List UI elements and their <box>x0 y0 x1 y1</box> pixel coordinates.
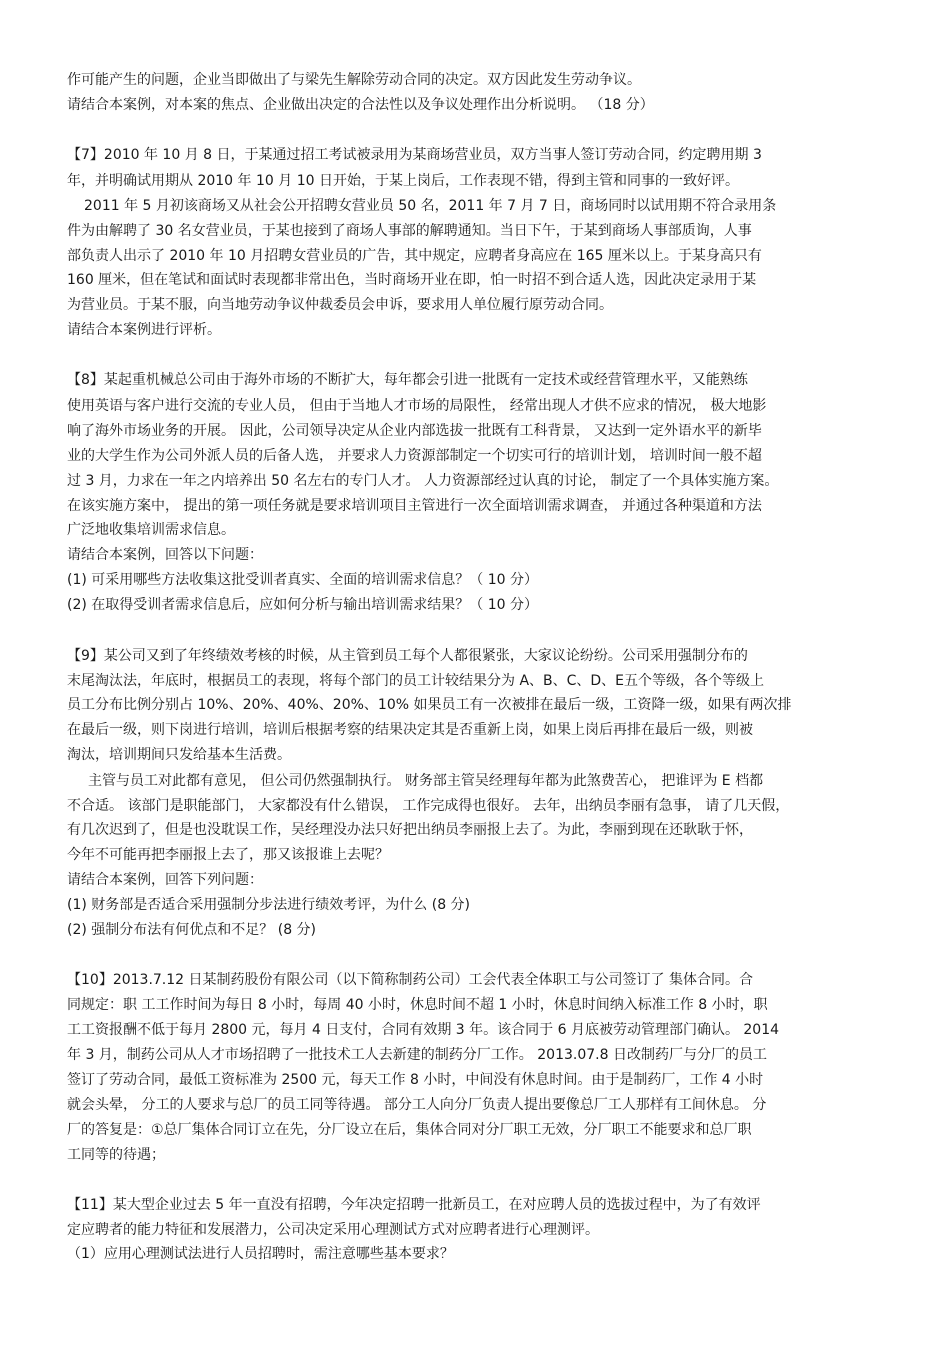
text-line: 广泛地收集培训需求信息。 <box>67 522 235 538</box>
text-line: 为营业员。于某不服，向当地劳动争议仲裁委员会申诉，要求用人单位履行原劳动合同。 <box>67 297 613 313</box>
text-line: 主管与员工对此都有意见， 但公司仍然强制执行。 财务部主管吴经理每年都为此煞费苦心， 把谁评为 E 档都 <box>88 773 764 789</box>
text-line: 工同等的待遇； <box>67 1147 165 1163</box>
question-item: (2) 强制分布法有何优点和不足？ (8 分) <box>67 922 317 938</box>
case-10-heading: 【10】2013.7.12 日某制药股份有限公司（以下简称制药公司）工会代表全体职工与公司签订了 集体合同。合 <box>67 972 753 988</box>
case-9-heading: 【9】某公司又到了年终绩效考核的时候，从主管到员工每个人都很紧张，大家议论纷纷。公司采用强制分布的 <box>67 648 748 664</box>
question-prompt: 请结合本案例进行评析。 <box>67 322 221 338</box>
text-line: 响了海外市场业务的开展。 因此，公司领导决定从企业内部选拔一批既有工科背景， 又达到一定外语水平的新毕 <box>67 423 762 439</box>
question-prompt: 请结合本案例，回答下列问题： <box>67 872 263 888</box>
text-line: 件为由解聘了 30 名女营业员，于某也接到了商场人事部的解聘通知。当日下午，于某到商场人事部质询，人事 <box>67 223 752 239</box>
case-8-heading: 【8】某起重机械总公司由于海外市场的不断扩大，每年都会引进一批既有一定技术或经营管理水平，又能熟练 <box>67 372 748 388</box>
text-line: 过 3 月，力求在一年之内培养出 50 名左右的专门人才。 人力资源部经过认真的讨论， 制定了一个具体实施方案。 <box>67 473 779 489</box>
text-line: 工工资报酬不低于每月 2800 元，每月 4 日支付，合同有效期 3 年。该合同于 6 月底被劳动管理部门确认。 2014 <box>67 1022 780 1038</box>
text-line: 业的大学生作为公司外派人员的后备人选， 并要求人力资源部制定一个切实可行的培训计划， 培训时间一般不超 <box>67 448 762 464</box>
text-line: 部负责人出示了 2010 年 10 月招聘女营业员的广告，其中规定，应聘者身高应在 165 厘米以上。于某身高只有 <box>67 248 762 264</box>
text-line: 同规定：职 工工作时间为每日 8 小时，每周 40 小时，休息时间不超 1 小时，休息时间纳入标准工作 8 小时，职 <box>67 997 768 1013</box>
question-item: （1）应用心理测试法进行人员招聘时，需注意哪些基本要求？ <box>67 1246 454 1262</box>
text-line: 末尾淘汰法，年底时，根据员工的表现，将每个部门的员工计较结果分为 A、B、C、D、E五个等级，各个等级上 <box>67 673 765 689</box>
text-line: 在该实施方案中， 提出的第一项任务就是要求培训项目主管进行一次全面培训需求调查， 并通过各种渠道和方法 <box>67 498 762 514</box>
case-7-heading: 【7】2010 年 10 月 8 日，于某通过招工考试被录用为某商场营业员，双方当事人签订劳动合同，约定聘用期 3 <box>67 147 762 163</box>
text-line: 160 厘米，但在笔试和面试时表现都非常出色，当时商场开业在即，怕一时招不到合适人选，因此决定录用于某 <box>67 272 757 288</box>
text-line: 厂的答复是：①总厂集体合同订立在先，分厂设立在后，集体合同对分厂职工无效，分厂职工不能要求和总厂职 <box>67 1122 752 1138</box>
text-line: 年 3 月，制药公司从人才市场招聘了一批技术工人去新建的制药分厂工作。 2013.07.8 日改制药厂与分厂的员工 <box>67 1047 767 1063</box>
question-item: (1) 财务部是否适合采用强制分步法进行绩效考评，为什么 (8 分) <box>67 897 471 913</box>
text-line: 定应聘者的能力特征和发展潜力，公司决定采用心理测试方式对应聘者进行心理测评。 <box>67 1222 599 1238</box>
text-line: 在最后一级，则下岗进行培训，培训后根据考察的结果决定其是否重新上岗，如果上岗后再排在最后一级，则被 <box>67 722 753 738</box>
text-line: 有几次迟到了，但是也没耽误工作，吴经理没办法只好把出纳员李丽报上去了。为此，李丽到现在还耿耿于怀， <box>67 822 753 838</box>
question-item: (1) 可采用哪些方法收集这批受训者真实、全面的培训需求信息？（ 10 分） <box>67 572 538 588</box>
text-line: 员工分布比例分别占 10%、20%、40%、20%、10% 如果员工有一次被排在最后一级，工资降一级，如果有两次排 <box>67 697 792 713</box>
text-line: 作可能产生的问题，企业当即做出了与梁先生解除劳动合同的决定。双方因此发生劳动争议。 <box>67 72 641 88</box>
question-item: (2) 在取得受训者需求信息后，应如何分析与输出培训需求结果？（ 10 分） <box>67 597 538 613</box>
text-line: 请结合本案例，对本案的焦点、企业做出决定的合法性以及争议处理作出分析说明。 （18 分） <box>67 97 654 113</box>
text-line: 不合适。 该部门是职能部门， 大家都没有什么错误， 工作完成得也很好。 去年，出纳员李丽有急事， 请了几天假， <box>67 798 790 814</box>
case-11-heading: 【11】某大型企业过去 5 年一直没有招聘，今年决定招聘一批新员工，在对应聘人员的选拔过程中，为了有效评 <box>67 1197 761 1213</box>
text-line: 签订了劳动合同，最低工资标准为 2500 元，每天工作 8 小时，中间没有休息时间。由于是制药厂，工作 4 小时 <box>67 1072 764 1088</box>
text-line: 使用英语与客户进行交流的专业人员， 但由于当地人才市场的局限性， 经常出现人才供不应求的情况， 极大地影 <box>67 398 767 414</box>
question-prompt: 请结合本案例，回答以下问题： <box>67 547 263 563</box>
text-line: 今年不可能再把李丽报上去了，那又该报谁上去呢？ <box>67 847 389 863</box>
text-line: 就会头晕， 分工的人要求与总厂的员工同等待遇。 部分工人向分厂负责人提出要像总厂工人那样有工间休息。 分 <box>67 1097 767 1113</box>
text-line: 年，并明确试用期从 2010 年 10 月 10 日开始，于某上岗后，工作表现不错，得到主管和同事的一致好评。 <box>67 173 739 189</box>
text-line: 淘汰，培训期间只发给基本生活费。 <box>67 747 291 763</box>
text-line: 2011 年 5 月初该商场又从社会公开招聘女营业员 50 名，2011 年 7 月 7 日，商场同时以试用期不符合录用条 <box>84 198 777 214</box>
